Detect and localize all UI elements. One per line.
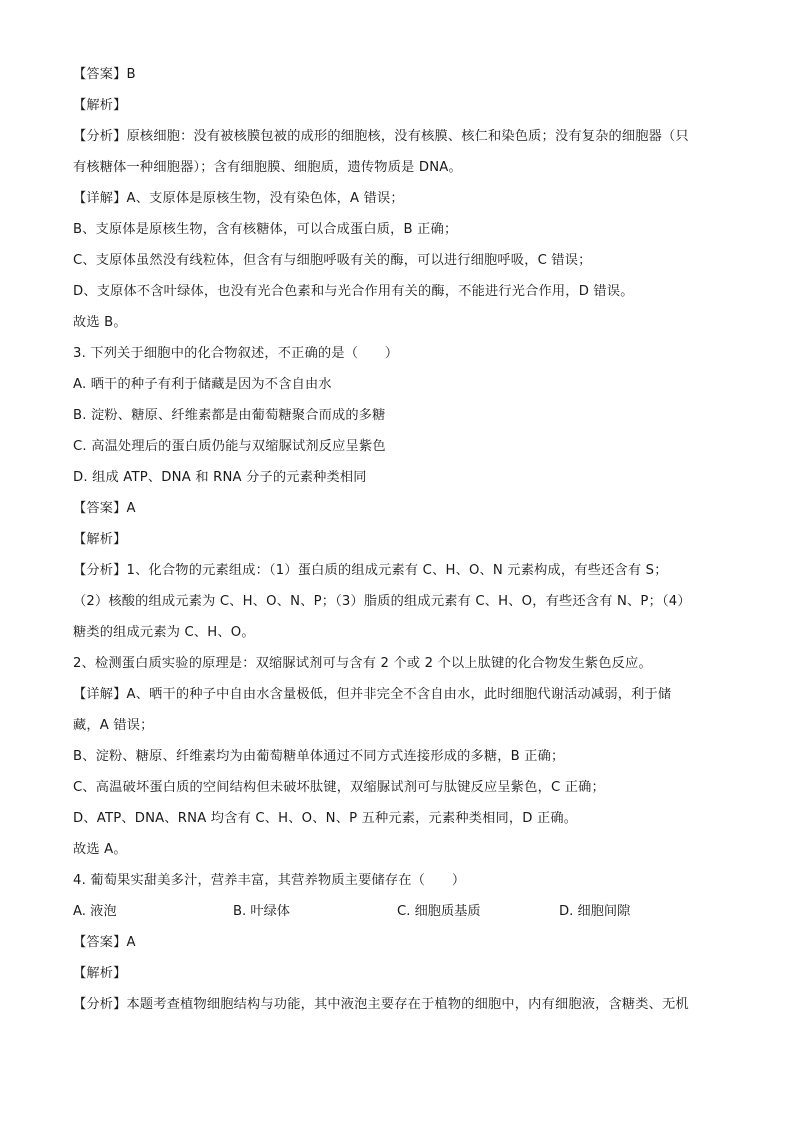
option-a: A. 晒干的种子有利于储藏是因为不含自由水 — [73, 377, 332, 392]
option-d: D. 组成 ATP、DNA 和 RNA 分子的元素种类相同 — [73, 470, 367, 485]
detail-text: C、高温破坏蛋白质的空间结构但未破坏肽键，双缩脲试剂可与肽键反应呈紫色，C 正确； — [73, 780, 605, 795]
option-c: C. 高温处理后的蛋白质仍能与双缩脲试剂反应呈紫色 — [73, 439, 386, 454]
analysis-text: 【分析】原核细胞：没有被核膜包被的成形的细胞核，没有核膜、核仁和染色质；没有复杂的细胞器（只 — [73, 129, 689, 144]
detail-text: B、支原体是原核生物，含有核糖体，可以合成蛋白质，B 正确； — [73, 222, 458, 237]
answer-label: 【答案】A — [73, 935, 136, 950]
detail-text: 【详解】A、支原体是原核生物，没有染色体，A 错误； — [73, 191, 404, 206]
detail-text: B、淀粉、糖原、纤维素均为由葡萄糖单体通过不同方式连接形成的多糖，B 正确； — [73, 749, 565, 764]
conclusion-text: 故选 A。 — [73, 842, 127, 857]
conclusion-text: 故选 B。 — [73, 315, 127, 330]
analysis-text: 糖类的组成元素为 C、H、O。 — [73, 625, 255, 640]
analysis-text: 【分析】本题考查植物细胞结构与功能，其中液泡主要存在于植物的细胞中，内有细胞液，含糖类、无机 — [73, 997, 689, 1012]
option-b: B. 淀粉、糖原、纤维素都是由葡萄糖聚合而成的多糖 — [73, 408, 386, 423]
answer-label: 【答案】A — [73, 501, 136, 516]
option-c: C. 细胞质基质 — [397, 904, 481, 919]
analysis-heading: 【解析】 — [73, 532, 127, 547]
analysis-text: 有核糖体一种细胞器）；含有细胞膜、细胞质，遗传物质是 DNA。 — [73, 160, 462, 175]
option-d: D. 细胞间隙 — [559, 904, 631, 919]
analysis-text: 2、检测蛋白质实验的原理是：双缩脲试剂可与含有 2 个或 2 个以上肽键的化合物发生紫色反应。 — [73, 656, 652, 671]
option-b: B. 叶绿体 — [233, 904, 290, 919]
detail-text: 藏，A 错误； — [73, 718, 154, 733]
analysis-heading: 【解析】 — [73, 98, 127, 113]
detail-text: 【详解】A、晒干的种子中自由水含量极低，但并非完全不含自由水，此时细胞代谢活动减弱，利于储 — [73, 687, 672, 702]
analysis-text: 【分析】1、化合物的元素组成：（1）蛋白质的组成元素有 C、H、O、N 元素构成，有些还含有 S； — [73, 563, 668, 578]
detail-text: C、支原体虽然没有线粒体，但含有与细胞呼吸有关的酶，可以进行细胞呼吸，C 错误； — [73, 253, 592, 268]
analysis-text: （2）核酸的组成元素为 C、H、O、N、P；（3）脂质的组成元素有 C、H、O，有些还含有 N、P；（4） — [73, 594, 691, 609]
detail-text: D、支原体不含叶绿体，也没有光合色素和与光合作用有关的酶，不能进行光合作用，D 错误。 — [73, 284, 634, 299]
question-4: 4. 葡萄果实甜美多汁，营养丰富，其营养物质主要储存在（ ） — [73, 873, 466, 888]
question-3: 3. 下列关于细胞中的化合物叙述，不正确的是（ ） — [73, 346, 399, 361]
analysis-heading: 【解析】 — [73, 966, 127, 981]
answer-label: 【答案】B — [73, 67, 136, 82]
option-a: A. 液泡 — [73, 904, 117, 919]
detail-text: D、ATP、DNA、RNA 均含有 C、H、O、N、P 五种元素，元素种类相同，D 正确。 — [73, 811, 578, 826]
